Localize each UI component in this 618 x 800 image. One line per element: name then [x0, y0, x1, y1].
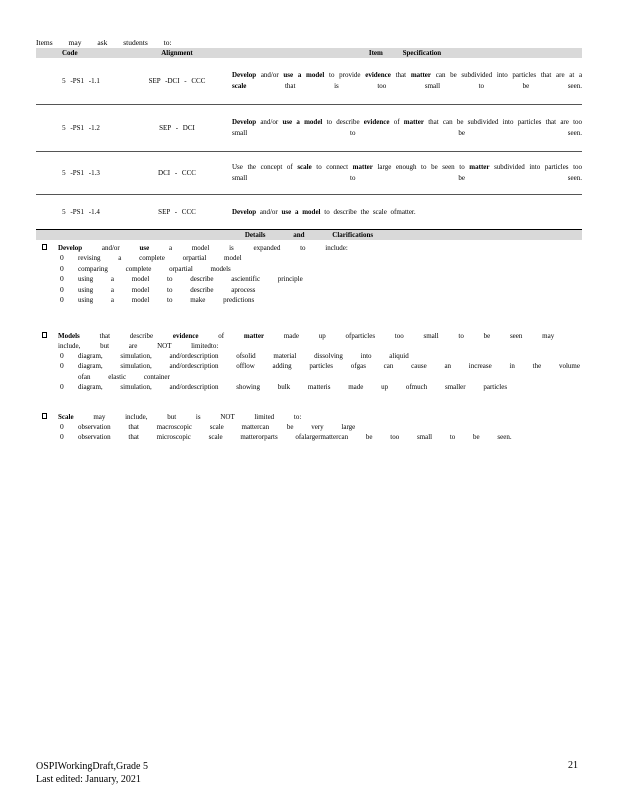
spec-text: that is too small to be seen. — [284, 82, 583, 90]
list-item: 0 using a model to describe ascientific principle — [60, 274, 303, 283]
sub-bullet-icon: 0 — [60, 382, 64, 391]
list-item: 0 revising a complete orpartial model — [60, 253, 242, 262]
checkbox-bullet-icon — [42, 332, 47, 338]
row-spec — [228, 195, 582, 230]
spec-text: and/or — [259, 207, 278, 216]
section-list — [36, 351, 582, 393]
spec-term: use a model — [281, 207, 321, 216]
spec-term: Develop — [232, 71, 257, 79]
section-list — [36, 253, 582, 306]
spec-text: to provide — [329, 71, 361, 79]
item-spec-table — [36, 48, 582, 230]
row-code: 5 -PS1 -1.4 — [36, 195, 126, 230]
lead-term: Models — [58, 331, 80, 340]
section-lead — [36, 331, 582, 351]
page-number: 21 — [568, 760, 578, 771]
row-spec — [228, 58, 582, 105]
list-item: 0 diagram, simulation, and/ordescription showing bulk matteris made up ofmuch smaller particles — [60, 382, 508, 391]
header-spec: Item Specification — [228, 48, 582, 58]
table-row — [36, 152, 582, 195]
spec-text: and/or — [260, 118, 279, 126]
row-code: 5 -PS1 -1.2 — [36, 105, 126, 152]
lead-text: made up ofparticles too small to be seen may include, but are NOT limitedto: — [58, 331, 555, 350]
spec-term: matter — [352, 163, 373, 171]
section-lead — [36, 412, 582, 422]
lead-term: matter — [243, 331, 265, 340]
table-row — [36, 58, 582, 105]
sub-bullet-icon: 0 — [60, 361, 64, 370]
spec-term: evidence — [363, 118, 390, 126]
checkbox-bullet-icon — [42, 244, 47, 250]
sub-bullet-icon: 0 — [60, 274, 64, 283]
lead-text: a model is expanded to include: — [168, 244, 348, 252]
list-item: 0 using a model to make predictions — [60, 295, 255, 304]
lead-text: may include, but is NOT limited to: — [93, 412, 302, 421]
footer-last-edited: Last edited: January, 2021 — [36, 774, 141, 785]
list-item: 0 diagram, simulation, and/ordescription ofsolid material dissolving into aliquid — [60, 350, 409, 360]
header-alignment: Alignment — [126, 48, 228, 58]
row-spec — [228, 105, 582, 152]
spec-text: Use the concept of — [232, 163, 293, 171]
row-alignment: DCI - CCC — [126, 152, 228, 195]
spec-term: matter — [410, 71, 432, 79]
footer-doc-title: OSPIWorkingDraft,Grade 5 — [36, 761, 148, 772]
spec-term: use a model — [282, 118, 323, 126]
section-lead — [36, 243, 582, 253]
header-code: Code — [36, 48, 126, 58]
row-code: 5 -PS1 -1.1 — [36, 58, 126, 105]
lead-term: use — [139, 244, 150, 252]
lead-term: evidence — [172, 331, 199, 340]
spec-term: Develop — [232, 118, 257, 126]
details-section-develop — [36, 243, 582, 306]
details-header: Details and Clarifications — [36, 230, 582, 240]
list-item: 0 diagram, simulation, and/ordescription offlow adding particles ofgas can cause an increase in the volume ofan elastic container — [60, 361, 580, 381]
spec-text: and/or — [260, 71, 279, 79]
table-header-row — [36, 48, 582, 58]
sub-bullet-icon: 0 — [60, 421, 64, 431]
spec-term: evidence — [365, 71, 391, 79]
checkbox-bullet-icon — [42, 413, 47, 419]
sub-bullet-icon: 0 — [60, 295, 64, 304]
spec-text: of — [393, 118, 400, 126]
spec-text: to describe — [326, 118, 360, 126]
lead-text: of — [218, 331, 225, 340]
spec-term: scale — [297, 163, 312, 171]
spec-term: scale — [232, 82, 247, 90]
spec-text: can be subdivided into particles that are at a — [435, 71, 583, 79]
list-item: 0 comparing complete orpartial models — [60, 263, 231, 273]
row-alignment: SEP - CCC — [126, 195, 228, 230]
row-code: 5 -PS1 -1.3 — [36, 152, 126, 195]
spec-term: Develop — [232, 207, 257, 216]
spec-term: use a model — [283, 71, 325, 79]
details-section-scale — [36, 412, 582, 443]
details-section-models — [36, 331, 582, 393]
list-item: 0 observation that microscopic scale matterorparts ofalargermattercan be too small to be seen. — [60, 432, 512, 441]
table-row — [36, 105, 582, 152]
sub-bullet-icon: 0 — [60, 350, 64, 360]
spec-text: that can be subdivided into particles that are too small to be seen. — [232, 118, 583, 137]
spec-text: that — [395, 71, 407, 79]
spec-term: matter — [403, 118, 424, 126]
table-row — [36, 195, 582, 230]
spec-text: large enough to be seen to — [377, 163, 465, 171]
sub-bullet-icon: 0 — [60, 253, 64, 262]
spec-term: matter — [469, 163, 490, 171]
lead-term: Develop — [58, 244, 83, 252]
section-list — [36, 422, 582, 443]
document-page — [36, 38, 582, 443]
spec-text: subdivided into particles too small to be seen. — [232, 163, 583, 182]
page-footer — [36, 760, 148, 786]
sub-bullet-icon: 0 — [60, 432, 64, 441]
sub-bullet-icon: 0 — [60, 263, 64, 273]
lead-term: Scale — [58, 412, 74, 421]
list-item: 0 using a model to describe aprocess — [60, 284, 256, 294]
sub-bullet-icon: 0 — [60, 284, 64, 294]
row-alignment: SEP -DCI - CCC — [126, 58, 228, 105]
lead-text: and/or — [101, 244, 120, 252]
row-alignment: SEP - DCI — [126, 105, 228, 152]
lead-text: that describe — [99, 331, 154, 340]
list-item: 0 observation that macroscopic scale mattercan be very large — [60, 421, 356, 431]
spec-text: to describe the scale ofmatter. — [324, 207, 416, 216]
intro-text: Items may ask students to: — [36, 38, 172, 47]
spec-text: to connect — [316, 163, 349, 171]
row-spec — [228, 152, 582, 195]
